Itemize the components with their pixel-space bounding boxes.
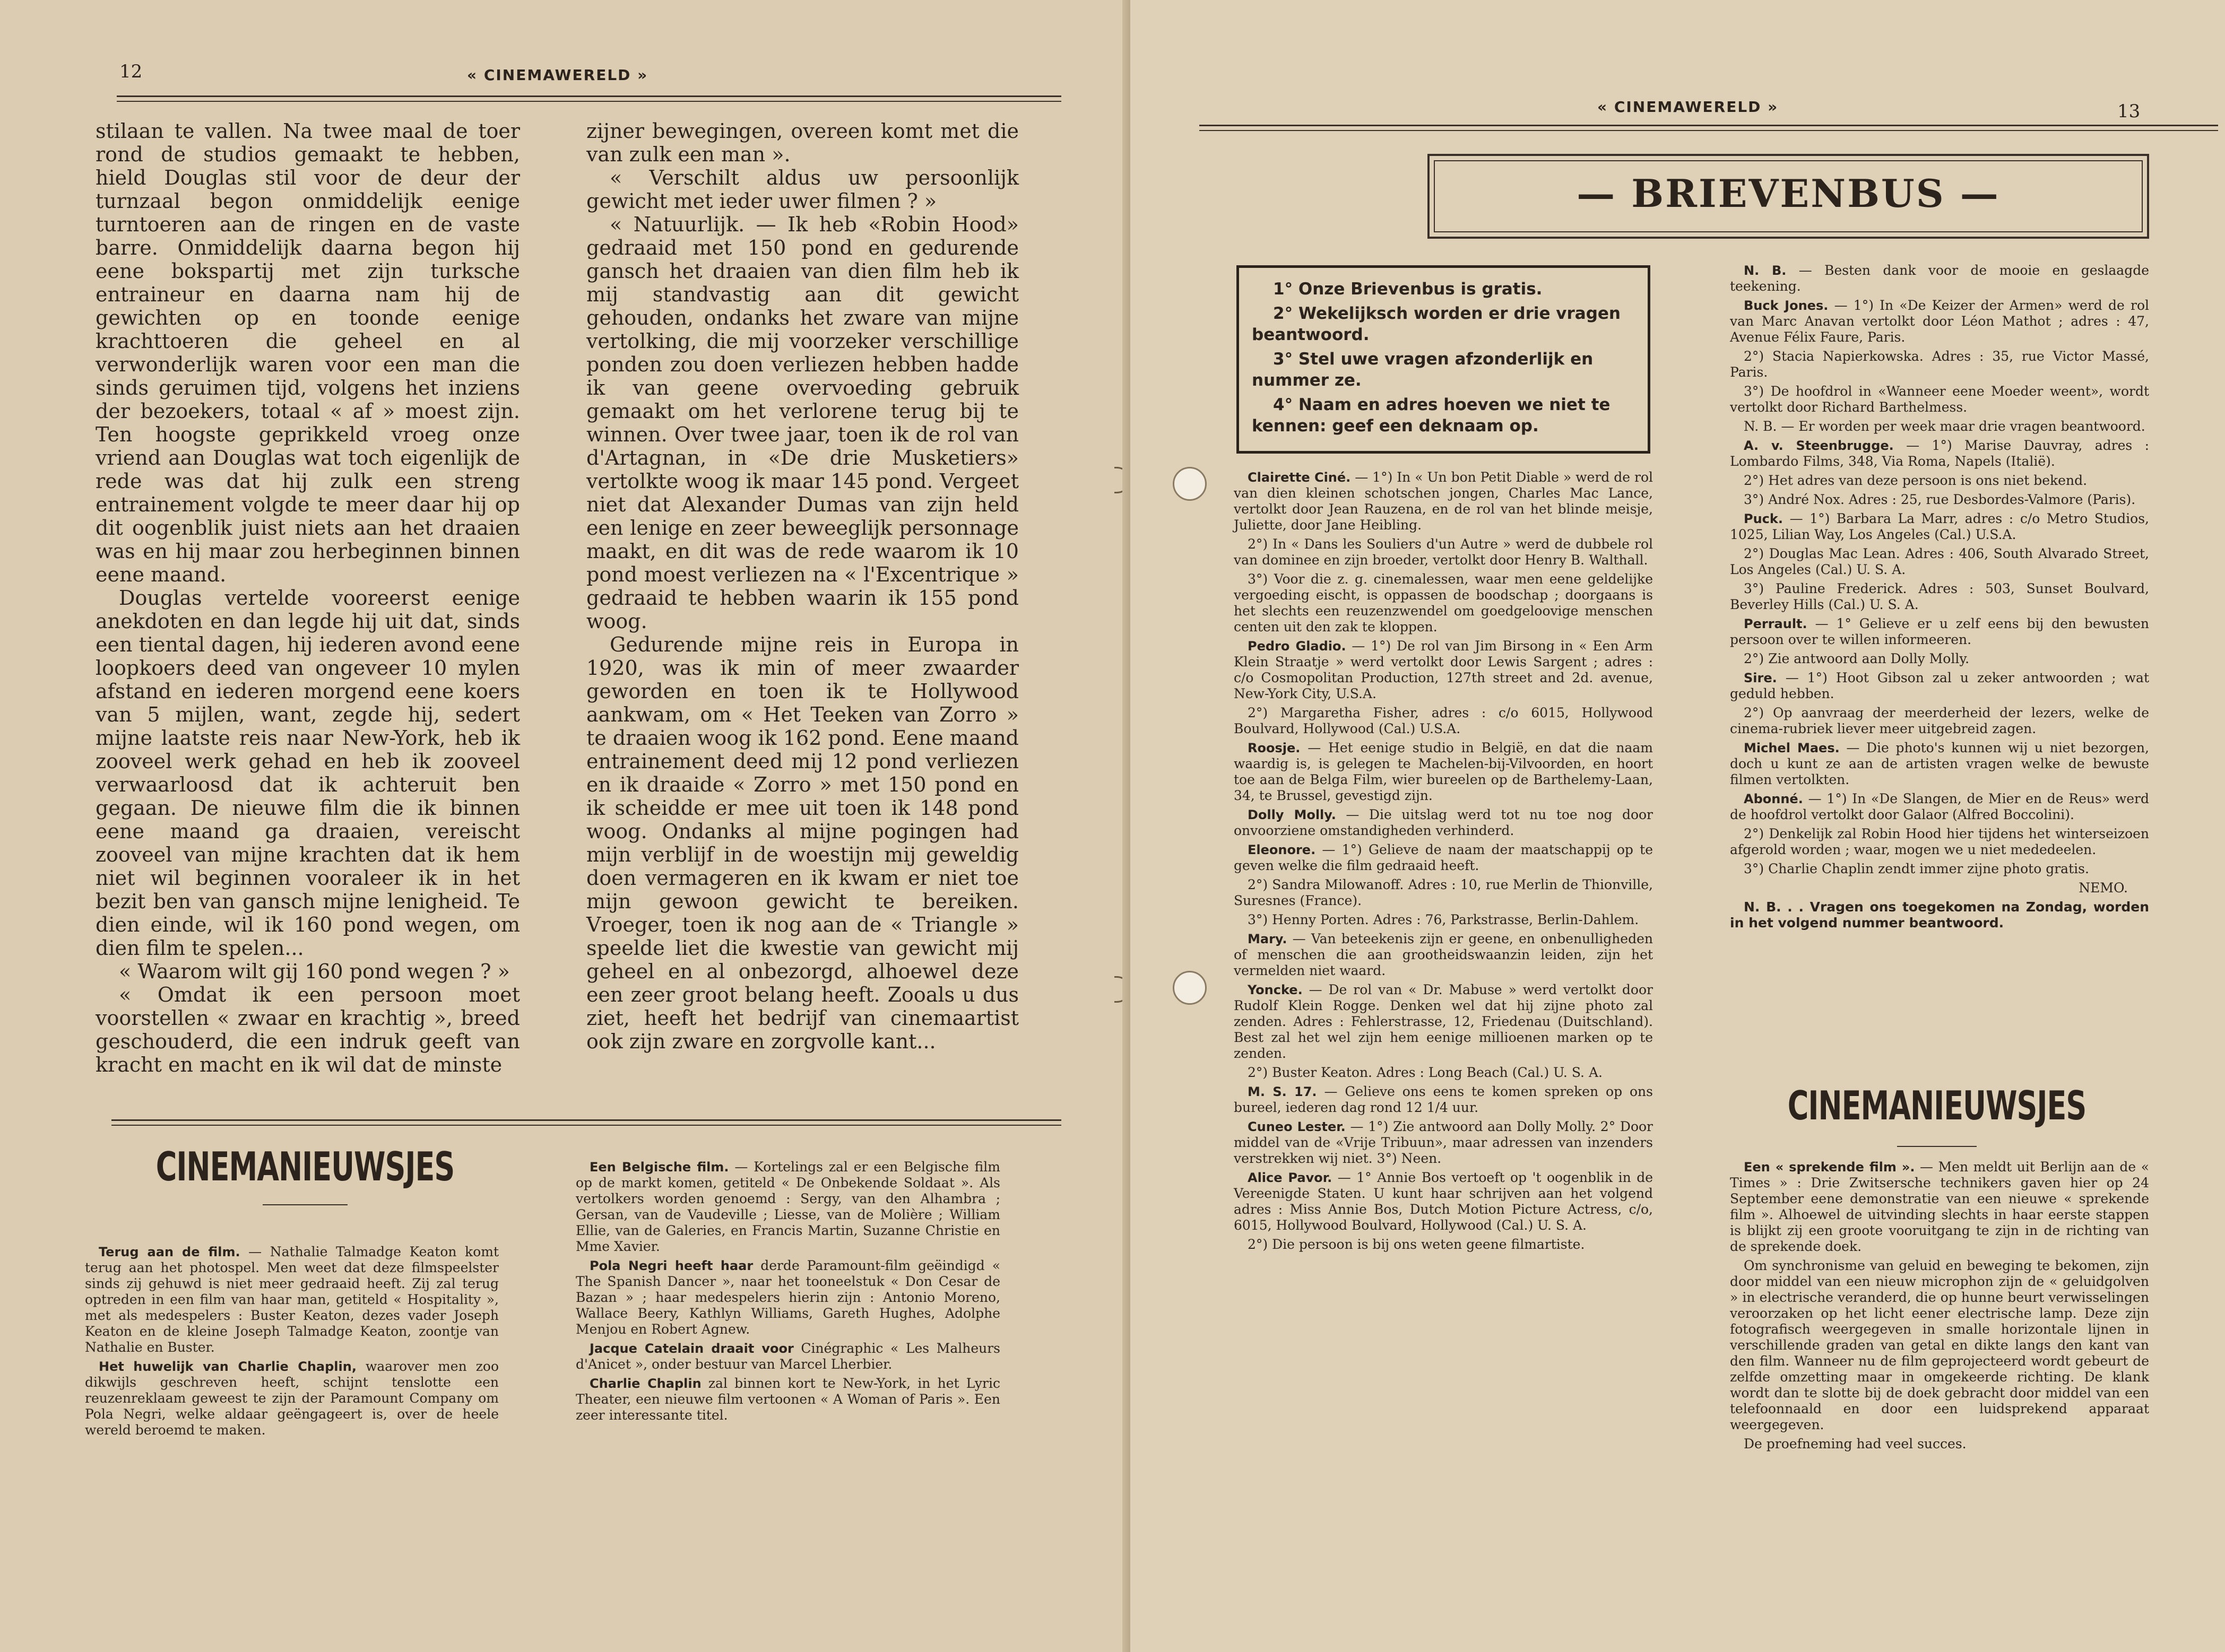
letter-entry: 2°) Op aanvraag der meerderheid der lezers, welke de cinema-rubriek liever meer uitgebreid zagen. [1730,705,2149,736]
letter-entry: Yoncke. — De rol van « Dr. Mabuse » werd vertolkt door Rudolf Klein Rogge. Denken wel dat hij zijne photo zal zenden. Adres : Fehlerstrasse, 12, Friedenau (Duitschland). Best zal het wel zijn hem eenige millioenen marken op te zenden. [1234,982,1653,1061]
page-number: 13 [2117,101,2141,122]
header-rule-thin [117,101,1061,102]
header-rule [1199,125,2218,126]
news-item: Terug aan de film. — Nathalie Talmadge Keaton komt terug aan het photospel. Men weet dat deze filmspeelster sinds zij gehuwd is niet meer gedraaid heeft. Zij zal terug optreden in een film van haar man, getiteld « Hospitality », met als medespelers : Buster Keaton, dezes vader Joseph Keaton en de kleine Joseph Talmadge Keaton, zoontje van Nathalie en Buster. [85,1244,499,1355]
news-item: De proefneming had veel succes. [1744,1436,1967,1451]
letter-entry: 2°) Zie antwoord aan Dolly Molly. [1744,651,1970,666]
news-item: Om synchronisme van geluid en beweging te bekomen, zijn door middel van een nieuw microphon zijn de « geluidgolven » in electrische veranderd, die op hunne beurt verwisselingen veroorzaken op het licht eener electrische lamp. Deze zijn fotografisch weergegeven in smalle horizontale lijnen in verschillende graden van getal en dikte langs den kant van den film. Wanneer nu de film geprojecteerd wordt gebeurt de zelfde omzetting maar in omgekeerde richting. De klank wordt dan te slotte bij de doek gebracht door middel van een telefoonnaald en door een luidsprekend apparaat weergegeven. [1730,1258,2149,1432]
signature: NEMO. [2079,880,2128,895]
news-item-head: Pola Negri heeft haar [590,1258,754,1273]
letter-entry: 3°) Henny Porten. Adres : 76, Parkstrasse, Berlin-Dahlem. [1248,912,1639,927]
news-item: Het huwelijk van Charlie Chaplin, waarover men zoo dikwijls geschreven heeft, schijnt tenslotte een reuzenreklaam geweest te zijn der Paramount Company om Pola Negri, welke aldaar geëngageert is, over de heele wereld beroemd te maken. [85,1359,499,1438]
letters-column-2 [1730,263,2149,1074]
page-number: 12 [119,61,143,82]
news-item-head: Jacque Catelain draait voor [590,1341,794,1356]
article-paragraph: zijner bewegingen, overeen komt met die van zulk een man ». [586,119,1019,166]
punch-hole [1173,971,1207,1005]
letters-column-1 [1234,469,1653,1562]
letter-entry: Perrault. — 1° Gelieve er u zelf eens bij den bewusten persoon over te willen informeeren. [1730,616,2149,647]
news-column-1 [85,1244,499,1541]
news-column [1730,1159,2149,1536]
running-head: « CINEMAWERELD » [467,66,648,84]
letter-entry: 2°) Denkelijk zal Robin Hood hier tijdens het winterseizoen afgerold worden ; waar, mogen we u niet mededeelen. [1730,826,2149,857]
news-item-head: Een Belgische film. [590,1160,729,1175]
news-item: Een Belgische film. — Kortelings zal er een Belgische film op de markt komen, getiteld « De Onbekende Soldaat ». Als vertolkers worden genoemd : Sergy, van den Alhambra ; Gersan, van de Vaudeville ; Liesse, van de Molière ; William Ellie, van de Galeries, en Francis Martin, Suzanne Christie en Mme Xavier. [576,1159,1001,1254]
letter-entry: N. B. — Er worden per week maar drie vragen beantwoord. [1744,419,2145,434]
letter-entry: 2°) Stacia Napierkowska. Adres : 35, rue Victor Massé, Paris. [1730,349,2149,380]
letter-entry: Pedro Gladio. — 1°) De rol van Jim Birsong in « Een Arm Klein Straatje » werd vertolkt door Lewis Sargent ; adres : c/o Cosmopolitan Production, 127th street and 2d. avenue, New-York City, U.S.A. [1234,638,1653,701]
news-column-2 [576,1159,1000,1552]
letter-entry: 3°) André Nox. Adres : 25, rue Desbordes-Valmore (Paris). [1744,492,2136,507]
article-column-2 [586,119,1019,1095]
letter-entry: 2°) Margaretha Fisher, adres : c/o 6015, Hollywood Boulvard, Hollywood (Cal.) U.S.A. [1234,705,1653,736]
article-paragraph: Gedurende mijne reis in Europa in 1920, was ik min of meer zwaarder geworden en toen ik te Hollywood aankwam, om « Het Teeken van Zorro » te draaien woog ik 162 pond. Eene maand entrainement deed mij 12 pond verliezen en ik draaide « Zorro » met 150 pond en ik scheidde er mee uit toen ik 148 pond woog. Ondanks al mijne pogingen had mijn verblijf in de woestijn mij geweldig doen vermageren en ik kwam er niet toe mijn gewoon gewicht te bereiken. Vroeger, toen ik nog aan de « Triangle » speelde liet die kwestie van gewicht mij geheel en al onbezorgd, alhoewel deze een zeer groot belang heeft. Zooals u dus ziet, heeft het bedrijf van cinemaartist ook zijn zware en zorgvolle kant... [586,633,1019,1053]
brievenbus-title-box [1427,154,2149,239]
news-title: CINEMANIEUWSJES [155,1144,455,1190]
rule-item: 3° Stel uwe vragen afzonderlijk en nummer ze. [1252,350,1594,390]
rule-item: 1° Onze Brievenbus is gratis. [1273,280,1543,299]
news-title-rule [1897,1146,1977,1147]
letter-entry: Sire. — 1°) Hoot Gibson zal u zeker antwoorden ; wat geduld hebben. [1730,670,2149,701]
article-paragraph: « Natuurlijk. — Ik heb «Robin Hood» gedraaid met 150 pond en gedurende gansch het draaien van dien film heb ik mij standvastig aan dit gewicht gehouden, ondanks het zware van mijne vertolking, die mij voorzeker verschillige ponden zou doen verliezen hebben hadde ik van geene overvoeding gebruik gemaakt om het verlorene terug bij te winnen. Over twee jaar, toen ik de rol van d'Artagnan, in «De drie Musketiers» vertolkte woog ik maar 145 pond. Vergeet niet dat Alexander Dumas van zijn held een lenige en zeer beweeglijk personnage maakt, en dit was de rede waarom ik 10 pond moest verliezen na « l'Excentrique » gedraaid te hebben waarin ik 155 pond woog. [586,213,1019,633]
letter-entry: A. v. Steenbrugge. — 1°) Marise Dauvray, adres : Lombardo Films, 348, Via Roma, Napels (Italië). [1730,438,2150,469]
letter-entry: Cuneo Lester. — 1°) Zie antwoord aan Dolly Molly. 2° Door middel van de «Vrije Tribuun», maar adressen van inzenders verstrekken wij niet. 3°) Neen. [1234,1119,1653,1166]
news-item-head: Terug aan de film. [99,1245,240,1259]
letter-entry: Michel Maes. — Die photo's kunnen wij u niet bezorgen, doch u kunt ze aan de artisten vragen welke de bewuste filmen vertolkten. [1730,740,2149,787]
letter-entry: 3°) Pauline Frederick. Adres : 503, Sunset Boulvard, Beverley Hills (Cal.) U. S. A. [1730,581,2149,612]
letter-entry: 2°) Die persoon is bij ons weten geene filmartiste. [1248,1237,1585,1252]
letter-entry: Dolly Molly. — Die uitslag werd tot nu toe nog door onvoorziene omstandigheden verhinderd. [1234,807,1653,838]
letter-entry: Puck. — 1°) Barbara La Marr, adres : c/o Metro Studios, 1025, Lilian Way, Los Angeles (Cal.) U.S.A. [1730,511,2149,542]
section-rule-thin [111,1125,1061,1126]
rules-box [1236,265,1650,454]
letter-entry: Clairette Ciné. — 1°) In « Un bon Petit Diable » werd de rol van dien kleinen schotschen jongen, Charles Mac Lance, vertolkt door Jean Rauzena, en de rol van het blinde meisje, Juliette, door Jane Heibling. [1234,469,1653,533]
news-item: Jacque Catelain draait voor Cinégraphic « Les Malheurs d'Anicet », onder bestuur van Marcel Lherbier. [576,1341,1000,1372]
letter-entry: Buck Jones. — 1°) In «De Keizer der Armen» werd de rol van Marc Anavan vertolkt door Léon Mathot ; adres : 47, Avenue Félix Faure, Paris. [1730,298,2150,345]
article-column-1 [96,119,520,1095]
header-rule [117,95,1061,97]
running-head: « CINEMAWERELD » [1597,98,1779,116]
letter-entry: 3°) Voor die z. g. cinemalessen, waar men eene geldelijke vergoeding eischt, is oppassen de boodschap ; doorgaans is het slechts een reuzenzwendel om goedgeloovige menschen centen uit den zak te kloppen. [1234,571,1653,634]
article-paragraph: stilaan te vallen. Na twee maal de toer rond de studios gemaakt te hebben, hield Douglas stil voor de deur der turnzaal begon onmiddelijk eenige turntoeren aan de ringen en de vaste barre. Onmiddelijk daarna begon hij eene bokspartij met zijn turksche entraineur en daarna nam hij de gewichten op en toonde eenige krachttoeren die geheel en al verwonderlijk waren voor een man die sinds geruimen tijd, volgens het inziens der bezoekers, totaal « af » moest zijn. Ten hoogste geprikkeld vroeg onze vriend aan Douglas wat toch eigenlijk de rede was dat hij zulk een streng entrainement volgde te meer daar hij op dit oogenblik juist niets aan het draaien was en hij maar zou herbeginnen binnen eene maand. [96,119,520,586]
news-item: Een « sprekende film ». — Men meldt uit Berlijn aan de « Times » : Drie Zwitsersche technikers gaven hier op 24 September eene demonstratie van een nieuwe « sprekende film ». Alhoewel de uitvinding slechts in haar eerste stappen is blijkt zij een groote vooruitgang te zijn in de richting van de sprekende doek. [1730,1159,2150,1254]
news-item: Charlie Chaplin zal binnen kort te New-York, in het Lyric Theater, een nieuwe film vertoonen « A Woman of Paris ». Een zeer interessante titel. [576,1376,1000,1423]
article-paragraph: « Verschilt aldus uw persoonlijk gewicht met ieder uwer filmen ? » [586,166,1019,213]
news-item: Pola Negri heeft haar derde Paramount-film geëindigd « The Spanish Dancer », naar het tooneelstuk « Don Cesar de Bazan » ; haar medespelers hierin zijn : Antonio Moreno, Wallace Beery, Kathlyn Williams, Gareth Hughes, Adolphe Menjou en Robert Agnew. [576,1258,1000,1337]
letter-entry: Abonné. — 1°) In «De Slangen, de Mier en de Reus» werd de hoofdrol vertolkt door Galaor (Alfred Boccolini). [1730,791,2149,822]
article-paragraph: « Omdat ik een persoon moet voorstellen « zwaar en krachtig », breed geschouderd, die een indruk geeft van kracht en macht en ik wil dat de minste [96,983,520,1076]
header-rule-thin [1199,130,2218,131]
article-paragraph: Douglas vertelde vooreerst eenige anekdoten en dan legde hij uit dat, sinds een tiental dagen, hij iederen avond eene loopkoers deed van ongeveer 10 mylen afstand en iederen morgend eene koers van 5 mijlen, want, zegde hij, sedert mijne laatste reis naar New-York, heb ik zooveel werk gehad en heb ik zooveel verwaarloosd dat ik achteruit ben gegaan. De nieuwe film die ik binnen eene maand ga draaien, vereischt zooveel van mijne krachten dat ik hem niet wil beginnen vooraleer ik in het bezit ben van gansch mijne lenigheid. Te dien einde, wil ik 160 pond wegen, om dien film te spelen... [96,586,520,960]
nb-footer: N. B. . . Vragen ons toegekomen na Zondag, worden in het volgend nummer beantwoord. [1730,899,2149,931]
rule-item: 2° Wekelijksch worden er drie vragen beantwoord. [1252,304,1621,344]
letter-entry: Eleonore. — 1°) Gelieve de naam der maatschappij op te geven welke die film gedraaid heeft. [1234,842,1653,873]
letter-entry: 3°) De hoofdrol in «Wanneer eene Moeder weent», wordt vertolkt door Richard Barthelmess. [1730,384,2149,415]
news-item-head: Het huwelijk van Charlie Chaplin, [99,1359,357,1374]
letter-entry: 2°) Buster Keaton. Adres : Long Beach (Cal.) U. S. A. [1248,1065,1603,1080]
letter-entry: 2°) Douglas Mac Lean. Adres : 406, South Alvarado Street, Los Angeles (Cal.) U. S. A. [1730,546,2149,577]
news-item-head: Charlie Chaplin [590,1376,702,1391]
rule-item: 4° Naam en adres hoeven we niet te kennen: geef een deknaam op. [1252,395,1611,436]
section-rule [111,1119,1061,1121]
letter-entry: N. B. — Besten dank voor de mooie en geslaagde teekening. [1730,263,2149,294]
letter-entry: 2°) Het adres van deze persoon is ons niet bekend. [1744,473,2088,488]
news-title: CINEMANIEUWSJES [1787,1083,2087,1129]
letter-entry: 2°) Sandra Milowanoff. Adres : 10, rue Merlin de Thionville, Suresnes (France). [1234,877,1653,908]
letter-entry: 2°) In « Dans les Souliers d'un Autre » werd de dubbele rol van dominee en zijn broeder, vertolkt door Henry B. Walthall. [1234,536,1653,568]
news-item-head: Een « sprekende film ». [1744,1160,1915,1175]
punch-hole [1173,467,1207,501]
article-paragraph: « Waarom wilt gij 160 pond wegen ? » [119,960,510,983]
letter-entry: Roosje. — Het eenige studio in België, en dat die naam waardig is, is gelegen te Machelen-bij-Vilvoorden, en hoort toe aan de Belga Film, wier bureelen op de Barthelemy-Laan, 34, te Brussel, gevestigd zijn. [1234,740,1653,803]
letter-entry: Alice Pavor. — 1° Annie Bos vertoeft op 't oogenblik in de Vereenigde Staten. U kunt haar schrijven aan het volgend adres : Miss Annie Bos, Dutch Motion Picture Actress, c/o, 6015, Hollywood Boulvard, Hollywood (Cal.) U. S. A. [1234,1170,1653,1233]
news-title-rule [263,1204,348,1205]
section-title: — BRIEVENBUS — [1577,171,2000,216]
letter-entry: 3°) Charlie Chaplin zendt immer zijne photo gratis. [1744,861,2089,876]
letter-entry: M. S. 17. — Gelieve ons eens te komen spreken op ons bureel, iederen dag rond 12 1/4 uur. [1234,1084,1653,1115]
letter-entry: Mary. — Van beteekenis zijn er geene, en onbenulligheden of menschen die aan grootheidswaanzin leiden, zijn het vermelden niet waard. [1234,931,1653,978]
